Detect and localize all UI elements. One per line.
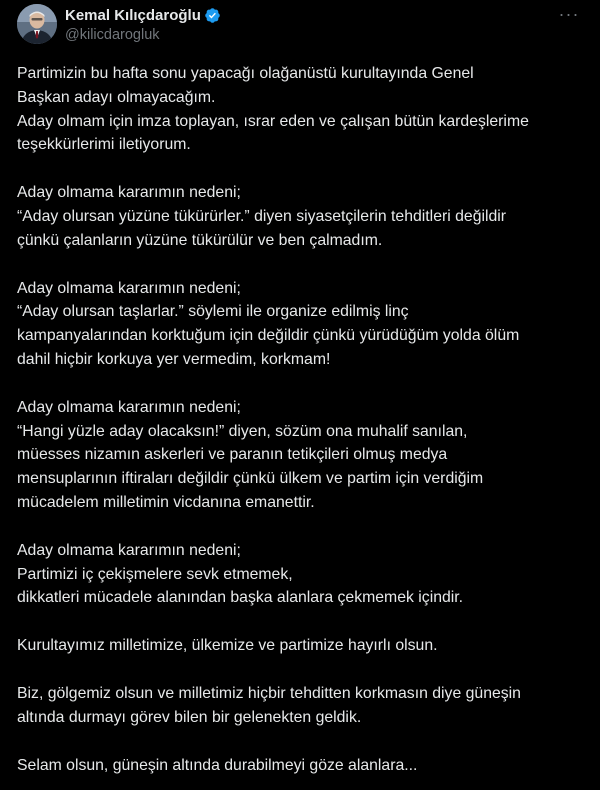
tweet-line: müesses nizamın askerleri ve paranın tetikçileri olmuş medya — [17, 446, 448, 464]
tweet-line: Başkan adayı olmayacağım. — [17, 88, 216, 106]
tweet-paragraph — [17, 682, 589, 730]
tweet-line: kampanyalarından korktuğum için değildir çünkü yürüdüğüm yolda ölüm — [17, 327, 520, 345]
tweet-paragraph — [17, 277, 589, 372]
tweet-line: Partimizin bu hafta sonu yapacağı olağanüstü kurultayında Genel — [17, 65, 474, 82]
display-name-row — [65, 5, 221, 25]
avatar-photo-icon — [17, 4, 57, 44]
author-names — [65, 5, 221, 43]
tweet-line: Aday olmama kararımın nedeni; — [17, 541, 241, 559]
tweet-line: mücadelem milletimin vicdanına emanettir. — [17, 493, 315, 511]
tweet-header — [17, 4, 587, 48]
tweet-line: çünkü çalanların yüzüne tükürülür ve ben çalmadım. — [17, 231, 383, 249]
tweet-line: “Hangi yüzle aday olacaksın!” diyen, sözüm ona muhalif sanılan, — [17, 422, 468, 440]
more-options-icon[interactable]: ··· — [558, 4, 580, 24]
tweet-line: Aday olmama kararımın nedeni; — [17, 398, 241, 416]
tweet-line: dikkatleri mücadele alanından başka alanlara çekmemek içindir. — [17, 589, 464, 607]
tweet-line: “Aday olursan yüzüne tükürürler.” diyen siyasetçilerin tehditleri değildir — [17, 207, 507, 225]
tweet-line: dahil hiçbir korkuya yer vermedim, korkmam! — [17, 350, 331, 368]
tweet-paragraph — [17, 181, 589, 252]
avatar[interactable] — [17, 4, 57, 44]
verified-badge-icon[interactable] — [204, 7, 221, 24]
author-handle[interactable]: @kilicdarogluk — [65, 27, 160, 43]
tweet-paragraph — [17, 62, 589, 157]
tweet-line: altında durmayı görev bilen bir gelenekten geldik. — [17, 708, 362, 726]
tweet-line: “Aday olursan taşlarlar.” söylemi ile organize edilmiş linç — [17, 303, 409, 321]
tweet-paragraph — [17, 634, 589, 658]
tweet-line: Kurultayımız milletimize, ülkemize ve partimize hayırlı olsun. — [17, 637, 438, 655]
tweet-text — [17, 62, 589, 777]
tweet-paragraph — [17, 539, 589, 610]
tweet-line: Partimizi iç çekişmelere sevk etmemek, — [17, 565, 293, 583]
display-name[interactable]: Kemal Kılıçdaroğlu — [65, 6, 201, 24]
tweet-line: Aday olmam için imza toplayan, ısrar eden ve çalışan bütün kardeşlerime — [17, 112, 529, 130]
tweet-line: mensuplarının iftiraları değildir çünkü ülkem ve partim için verdiğim — [17, 470, 484, 488]
tweet-line: Selam olsun, güneşin altında durabilmeyi göze alanlara... — [17, 756, 418, 774]
tweet-paragraph — [17, 396, 589, 515]
tweet-paragraph — [17, 754, 589, 778]
tweet-line: Aday olmama kararımın nedeni; — [17, 184, 241, 202]
tweet-line: Biz, gölgemiz olsun ve milletimiz hiçbir tehditten korkmasın diye güneşin — [17, 684, 521, 702]
tweet-line: teşekkürlerimi iletiyorum. — [17, 136, 191, 154]
tweet-line: Aday olmama kararımın nedeni; — [17, 279, 241, 297]
